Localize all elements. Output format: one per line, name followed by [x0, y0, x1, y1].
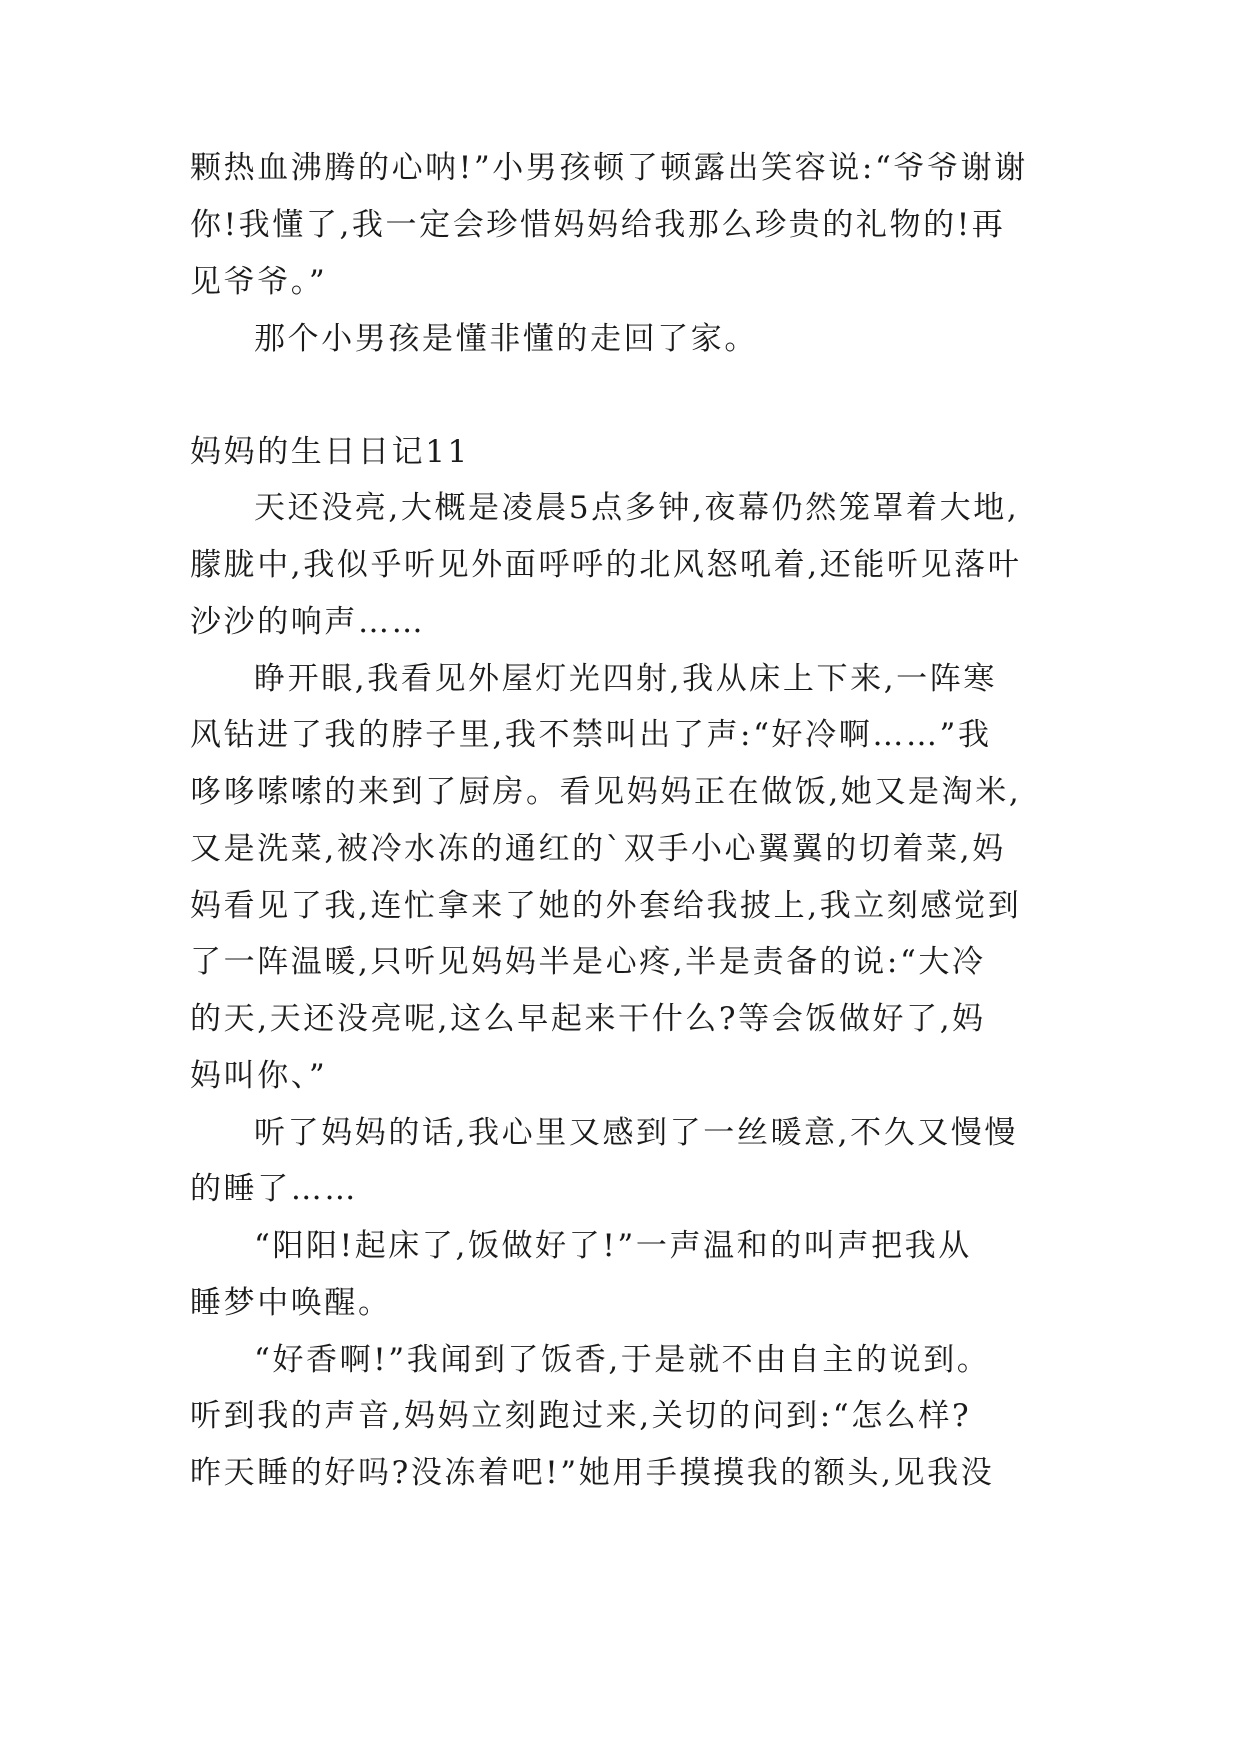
- text-line: 沙沙的响声……: [190, 604, 426, 640]
- text-line: 朦胧中,我似乎听见外面呼呼的北风怒吼着,还能听见落叶: [190, 547, 1022, 583]
- text-line: 颗热血沸腾的心呐!”小男孩顿了顿露出笑容说:“爷爷谢谢: [190, 150, 1028, 186]
- paragraph-line: 睁开眼,我看见外屋灯光四射,我从床上下来,一阵寒: [254, 661, 997, 697]
- text-line: 哆哆嗦嗦的来到了厨房。看见妈妈正在做饭,她又是淘米,: [190, 774, 1022, 810]
- paragraph-line: 天还没亮,大概是凌晨5点多钟,夜幕仍然笼罩着大地,: [254, 490, 1020, 526]
- text-line: 风钻进了我的脖子里,我不禁叫出了声:“好冷啊……”我: [190, 717, 992, 753]
- text-line: 的睡了……: [190, 1171, 358, 1207]
- text-line: 了一阵温暖,只听见妈妈半是心疼,半是责备的说:“大冷: [190, 944, 986, 980]
- text-line: 又是洗菜,被冷水冻的通红的`双手小心翼翼的切着菜,妈: [190, 831, 1006, 867]
- text-line: 你!我懂了,我一定会珍惜妈妈给我那么珍贵的礼物的!再: [190, 207, 1006, 243]
- text-line: 妈看见了我,连忙拿来了她的外套给我披上,我立刻感觉到: [190, 888, 1022, 924]
- text-line: 睡梦中唤醒。: [190, 1285, 392, 1321]
- section-heading: 妈妈的生日日记11: [190, 434, 470, 470]
- text-line: 昨天睡的好吗?没冻着吧!”她用手摸摸我的额头,见我没: [190, 1455, 995, 1491]
- text-line: 妈叫你、”: [190, 1058, 328, 1094]
- text-line: 的天,天还没亮呢,这么早起来干什么?等会饭做好了,妈: [190, 1001, 986, 1037]
- paragraph-line: 那个小男孩是懂非懂的走回了家。: [254, 321, 758, 357]
- paragraph-line: “阳阳!起床了,饭做好了!”一声温和的叫声把我从: [254, 1228, 972, 1264]
- paragraph-line: 听了妈妈的话,我心里又感到了一丝暖意,不久又慢慢: [254, 1115, 1019, 1151]
- paragraph-line: “好香啊!”我闻到了饭香,于是就不由自主的说到。: [254, 1342, 991, 1378]
- text-line: 听到我的声音,妈妈立刻跑过来,关切的问到:“怎么样?: [190, 1398, 972, 1434]
- text-line: 见爷爷。”: [190, 264, 328, 300]
